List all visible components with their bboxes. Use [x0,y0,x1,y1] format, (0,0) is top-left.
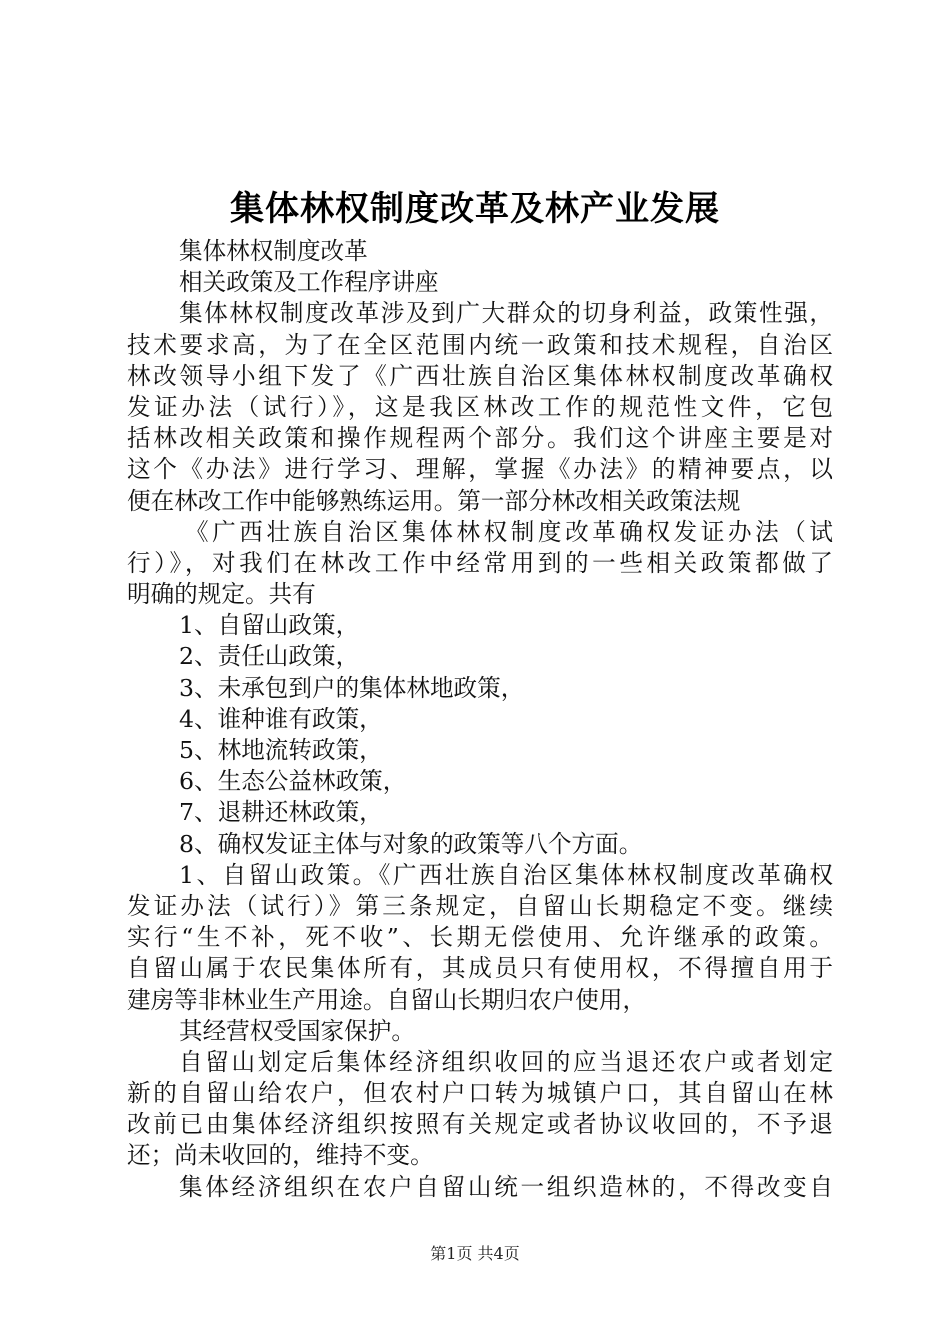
text-line: 3、未承包到户的集体林地政策， [179,673,525,702]
text-line: 还；尚未收回的，维持不变。 [127,1141,434,1170]
document-body [127,236,833,1203]
text-line: 林改领导小组下发了《广西壮族自治区集体林权制度改革确权 [127,361,833,390]
text-line: 自留山划定后集体经济组织收回的应当退还农户或者划定 [179,1047,833,1076]
text-line: 4、谁种谁有政策， [179,704,383,733]
text-line: 6、生态公益林政策， [179,767,407,796]
text-line: 建房等非林业生产用途。自留山长期归农户使用， [127,985,647,1014]
text-line: 自留山属于农民集体所有，其成员只有使用权，不得擅自用于 [127,954,833,983]
text-line: 其经营权受国家保护。 [179,1016,415,1045]
text-line: 括林改相关政策和操作规程两个部分。我们这个讲座主要是对 [127,424,833,453]
text-line: 1、自留山政策。《广西壮族自治区集体林权制度改革确权 [179,860,833,889]
text-line: 1、自留山政策， [179,611,360,640]
text-line: 新的自留山给农户，但农村户口转为城镇户口，其自留山在林 [127,1079,833,1108]
text-line: 明确的规定。共有 [127,580,316,609]
page-footer: 第1页 共4页 [430,1244,520,1263]
text-line: 发证办法（试行）》第三条规定，自留山长期稳定不变。继续 [127,891,833,920]
text-line: 《广西壮族自治区集体林权制度改革确权发证办法（试 [185,517,833,546]
text-line: 相关政策及工作程序讲座 [179,268,439,297]
text-line: 2、责任山政策， [179,642,360,671]
text-line: 8、确权发证主体与对象的政策等八个方面。 [179,829,643,858]
text-line: 集体林权制度改革 [179,237,368,265]
text-line: 集体经济组织在农户自留山统一组织造林的，不得改变自 [179,1172,833,1201]
text-line: 5、林地流转政策， [179,736,383,764]
text-line: 便在林改工作中能够熟练运用。第一部分林改相关政策法规 [127,486,741,515]
text-line: 改前已由集体经济组织按照有关规定或者协议收回的，不予退 [127,1110,833,1139]
document-title: 集体林权制度改革及林产业发展 [230,189,720,229]
text-line: 7、退耕还林政策， [179,798,383,827]
text-line: 集体林权制度改革涉及到广大群众的切身利益，政策性强， [179,299,833,328]
text-line: 发证办法（试行）》，这是我区林改工作的规范性文件，它包 [127,392,833,421]
text-line: 行）》，对我们在林改工作中经常用到的一些相关政策都做了 [127,548,833,577]
text-line: 这个《办法》进行学习、理解，掌握《办法》的精神要点，以 [127,455,833,484]
text-line: 技术要求高，为了在全区范围内统一政策和技术规程，自治区 [127,330,833,359]
text-line: 实行“生不补，死不收”、长期无偿使用、允许继承的政策。 [127,923,833,952]
